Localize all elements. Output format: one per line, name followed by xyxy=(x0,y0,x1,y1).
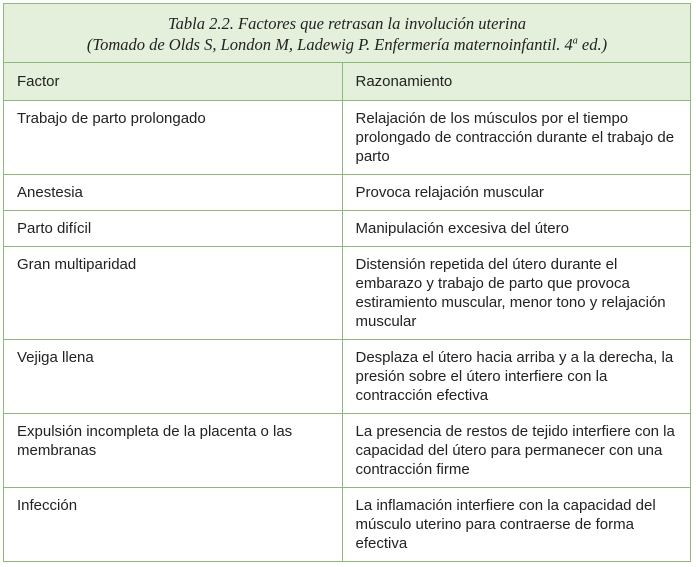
table-row xyxy=(4,175,690,211)
header-razonamiento: Razonamiento xyxy=(342,63,690,101)
caption-source-sup: a xyxy=(572,35,578,47)
factor-cell: Trabajo de parto prolongado xyxy=(4,101,342,175)
table-caption xyxy=(4,4,690,63)
data-table xyxy=(4,63,690,561)
reason-cell: Relajación de los músculos por el tiempo prolongado de contracción durante el trabajo de parto xyxy=(342,101,690,175)
factor-cell: Gran multiparidad xyxy=(4,247,342,340)
table-row xyxy=(4,488,690,562)
factor-cell: Parto difícil xyxy=(4,211,342,247)
header-row xyxy=(4,63,690,101)
table-row xyxy=(4,414,690,488)
factor-cell: Anestesia xyxy=(4,175,342,211)
factor-cell: Infección xyxy=(17,497,78,514)
table-row xyxy=(4,101,690,175)
table-row xyxy=(4,247,690,340)
reason-cell: La presencia de restos de tejido interfiere con la capacidad del útero para permanecer con una contracción firme xyxy=(342,414,690,488)
factors-table xyxy=(3,3,691,562)
reason-cell: Desplaza el útero hacia arriba y a la derecha, la presión sobre el útero interfiere con la contracción efectiva xyxy=(342,340,690,414)
caption-title: Tabla 2.2. Factores que retrasan la involución uterina xyxy=(168,14,526,33)
caption-source-text: (Tomado de Olds S, London M, Ladewig P. Enfermería maternoinfantil. 4 xyxy=(86,35,573,54)
reason-cell: La inflamación interfiere con la capacidad del músculo uterino para contraerse de forma efectiva xyxy=(342,488,690,562)
header-factor: Factor xyxy=(4,63,342,101)
table-row xyxy=(4,340,690,414)
factor-cell: Vejiga llena xyxy=(4,340,342,414)
reason-cell: Provoca relajación muscular xyxy=(342,175,690,211)
reason-cell: Distensión repetida del útero durante el embarazo y trabajo de parto que provoca estiramiento muscular, menor tono y relajación muscular xyxy=(342,247,690,340)
reason-cell: Manipulación excesiva del útero xyxy=(342,211,690,247)
table-row xyxy=(4,211,690,247)
factor-cell: Expulsión incompleta de la placenta o las membranas xyxy=(4,414,342,488)
caption-source xyxy=(12,34,682,55)
caption-source-suffix: ed.) xyxy=(577,35,608,54)
